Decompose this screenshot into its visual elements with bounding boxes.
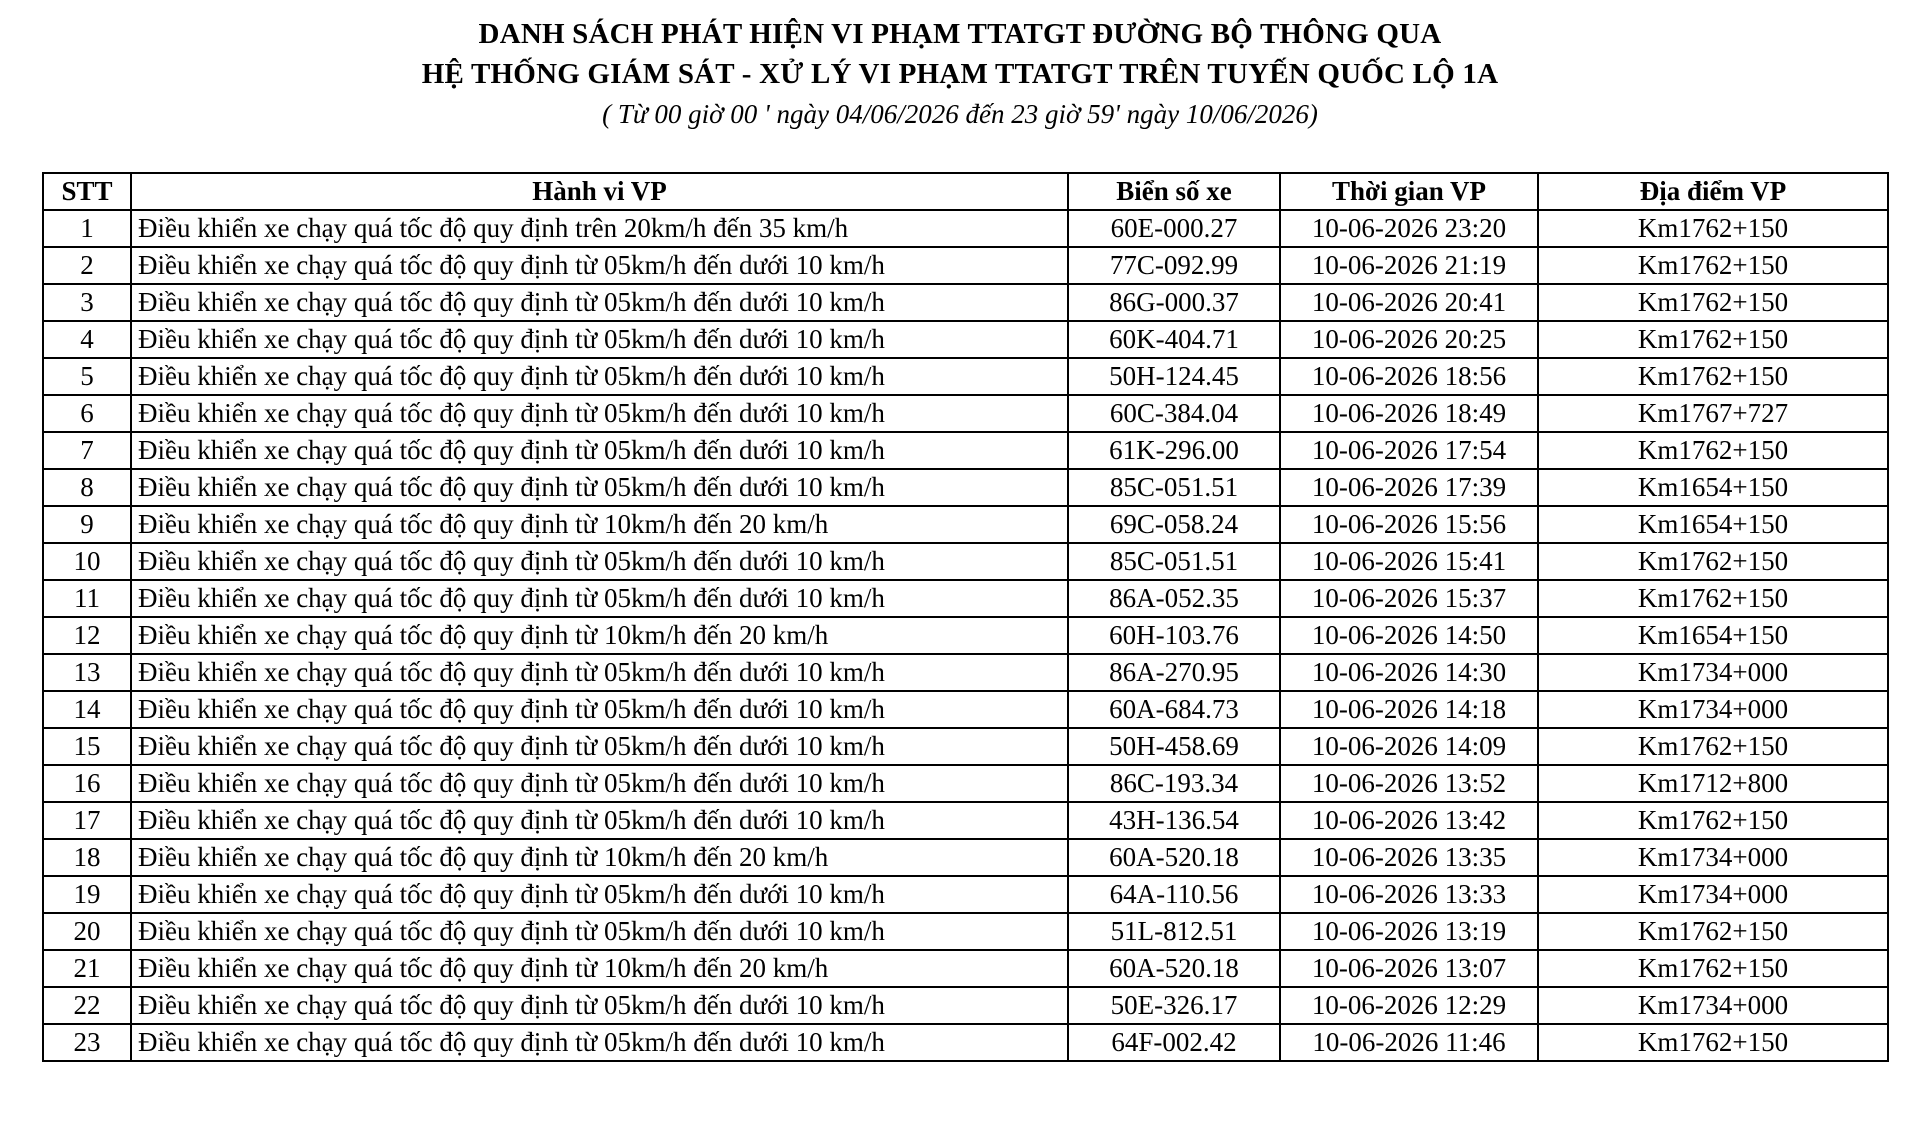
cell-time: 10-06-2026 13:33 [1280,876,1538,913]
cell-plate: 50E-326.17 [1068,987,1280,1024]
table-row [43,839,1888,876]
column-header-behavior: Hành vi VP [131,173,1068,210]
cell-time: 10-06-2026 17:54 [1280,432,1538,469]
cell-behavior: Điều khiển xe chạy quá tốc độ quy định từ 05km/h đến dưới 10 km/h [131,654,1068,691]
cell-behavior: Điều khiển xe chạy quá tốc độ quy định từ 05km/h đến dưới 10 km/h [131,802,1068,839]
cell-time: 10-06-2026 20:25 [1280,321,1538,358]
cell-stt: 2 [43,247,131,284]
cell-behavior: Điều khiển xe chạy quá tốc độ quy định từ 05km/h đến dưới 10 km/h [131,358,1068,395]
table-row [43,432,1888,469]
cell-plate: 51L-812.51 [1068,913,1280,950]
cell-time: 10-06-2026 15:56 [1280,506,1538,543]
cell-plate: 86G-000.37 [1068,284,1280,321]
cell-location: Km1762+150 [1538,1024,1888,1061]
cell-behavior: Điều khiển xe chạy quá tốc độ quy định từ 05km/h đến dưới 10 km/h [131,913,1068,950]
cell-behavior: Điều khiển xe chạy quá tốc độ quy định từ 05km/h đến dưới 10 km/h [131,1024,1068,1061]
cell-time: 10-06-2026 18:49 [1280,395,1538,432]
cell-behavior: Điều khiển xe chạy quá tốc độ quy định từ 05km/h đến dưới 10 km/h [131,691,1068,728]
cell-behavior: Điều khiển xe chạy quá tốc độ quy định từ 05km/h đến dưới 10 km/h [131,284,1068,321]
table-body [43,210,1888,1061]
cell-location: Km1762+150 [1538,580,1888,617]
cell-plate: 60H-103.76 [1068,617,1280,654]
cell-plate: 60A-520.18 [1068,950,1280,987]
document-header [0,14,1920,134]
cell-location: Km1734+000 [1538,876,1888,913]
cell-time: 10-06-2026 15:37 [1280,580,1538,617]
cell-behavior: Điều khiển xe chạy quá tốc độ quy định từ 05km/h đến dưới 10 km/h [131,728,1068,765]
cell-location: Km1762+150 [1538,950,1888,987]
cell-stt: 10 [43,543,131,580]
cell-behavior: Điều khiển xe chạy quá tốc độ quy định từ 05km/h đến dưới 10 km/h [131,876,1068,913]
cell-plate: 85C-051.51 [1068,543,1280,580]
cell-stt: 5 [43,358,131,395]
cell-plate: 69C-058.24 [1068,506,1280,543]
cell-time: 10-06-2026 11:46 [1280,1024,1538,1061]
cell-time: 10-06-2026 21:19 [1280,247,1538,284]
cell-plate: 86A-052.35 [1068,580,1280,617]
cell-behavior: Điều khiển xe chạy quá tốc độ quy định từ 10km/h đến 20 km/h [131,506,1068,543]
cell-time: 10-06-2026 13:35 [1280,839,1538,876]
cell-behavior: Điều khiển xe chạy quá tốc độ quy định từ 05km/h đến dưới 10 km/h [131,469,1068,506]
column-header-location: Địa điểm VP [1538,173,1888,210]
cell-location: Km1734+000 [1538,654,1888,691]
violations-table [42,172,1889,1062]
cell-stt: 4 [43,321,131,358]
cell-behavior: Điều khiển xe chạy quá tốc độ quy định từ 10km/h đến 20 km/h [131,839,1068,876]
table-row [43,1024,1888,1061]
cell-location: Km1762+150 [1538,210,1888,247]
table-row [43,987,1888,1024]
cell-location: Km1762+150 [1538,802,1888,839]
cell-time: 10-06-2026 13:07 [1280,950,1538,987]
cell-location: Km1762+150 [1538,284,1888,321]
cell-behavior: Điều khiển xe chạy quá tốc độ quy định từ 05km/h đến dưới 10 km/h [131,247,1068,284]
cell-behavior: Điều khiển xe chạy quá tốc độ quy định từ 05km/h đến dưới 10 km/h [131,395,1068,432]
cell-time: 10-06-2026 15:41 [1280,543,1538,580]
cell-behavior: Điều khiển xe chạy quá tốc độ quy định từ 05km/h đến dưới 10 km/h [131,543,1068,580]
table-row [43,691,1888,728]
cell-stt: 7 [43,432,131,469]
cell-behavior: Điều khiển xe chạy quá tốc độ quy định từ 05km/h đến dưới 10 km/h [131,987,1068,1024]
cell-behavior: Điều khiển xe chạy quá tốc độ quy định từ 10km/h đến 20 km/h [131,950,1068,987]
cell-location: Km1762+150 [1538,728,1888,765]
cell-behavior: Điều khiển xe chạy quá tốc độ quy định từ 05km/h đến dưới 10 km/h [131,765,1068,802]
table-row [43,247,1888,284]
cell-time: 10-06-2026 17:39 [1280,469,1538,506]
column-header-plate: Biển số xe [1068,173,1280,210]
cell-location: Km1762+150 [1538,321,1888,358]
cell-behavior: Điều khiển xe chạy quá tốc độ quy định từ 05km/h đến dưới 10 km/h [131,321,1068,358]
column-header-stt: STT [43,173,131,210]
cell-behavior: Điều khiển xe chạy quá tốc độ quy định từ 05km/h đến dưới 10 km/h [131,432,1068,469]
table-row [43,469,1888,506]
table-row [43,358,1888,395]
cell-plate: 61K-296.00 [1068,432,1280,469]
table-row [43,876,1888,913]
cell-time: 10-06-2026 13:19 [1280,913,1538,950]
cell-plate: 86A-270.95 [1068,654,1280,691]
table-row [43,580,1888,617]
table-row [43,284,1888,321]
cell-time: 10-06-2026 13:42 [1280,802,1538,839]
table-row [43,617,1888,654]
cell-time: 10-06-2026 14:18 [1280,691,1538,728]
cell-location: Km1734+000 [1538,691,1888,728]
cell-location: Km1762+150 [1538,432,1888,469]
cell-stt: 16 [43,765,131,802]
cell-plate: 60C-384.04 [1068,395,1280,432]
table-row [43,913,1888,950]
cell-plate: 86C-193.34 [1068,765,1280,802]
cell-time: 10-06-2026 13:52 [1280,765,1538,802]
cell-plate: 60A-520.18 [1068,839,1280,876]
cell-behavior: Điều khiển xe chạy quá tốc độ quy định trên 20km/h đến 35 km/h [131,210,1068,247]
table-row [43,321,1888,358]
cell-stt: 14 [43,691,131,728]
cell-time: 10-06-2026 14:30 [1280,654,1538,691]
cell-time: 10-06-2026 20:41 [1280,284,1538,321]
cell-stt: 20 [43,913,131,950]
cell-behavior: Điều khiển xe chạy quá tốc độ quy định từ 10km/h đến 20 km/h [131,617,1068,654]
cell-behavior: Điều khiển xe chạy quá tốc độ quy định từ 05km/h đến dưới 10 km/h [131,580,1068,617]
cell-stt: 9 [43,506,131,543]
cell-location: Km1654+150 [1538,469,1888,506]
document-title-line-2: HỆ THỐNG GIÁM SÁT - XỬ LÝ VI PHẠM TTATGT TRÊN TUYẾN QUỐC LỘ 1A [421,58,1499,90]
cell-stt: 1 [43,210,131,247]
cell-plate: 60E-000.27 [1068,210,1280,247]
cell-plate: 64F-002.42 [1068,1024,1280,1061]
cell-location: Km1654+150 [1538,617,1888,654]
cell-time: 10-06-2026 23:20 [1280,210,1538,247]
cell-stt: 21 [43,950,131,987]
cell-location: Km1712+800 [1538,765,1888,802]
cell-time: 10-06-2026 14:09 [1280,728,1538,765]
cell-time: 10-06-2026 14:50 [1280,617,1538,654]
table-header-row [43,173,1888,210]
cell-stt: 8 [43,469,131,506]
cell-location: Km1762+150 [1538,913,1888,950]
table-row [43,765,1888,802]
cell-plate: 64A-110.56 [1068,876,1280,913]
violations-table-container [42,172,1887,1062]
cell-stt: 11 [43,580,131,617]
table-row [43,506,1888,543]
cell-location: Km1654+150 [1538,506,1888,543]
cell-stt: 13 [43,654,131,691]
cell-time: 10-06-2026 12:29 [1280,987,1538,1024]
cell-location: Km1762+150 [1538,543,1888,580]
column-header-time: Thời gian VP [1280,173,1538,210]
cell-stt: 23 [43,1024,131,1061]
table-row [43,654,1888,691]
cell-location: Km1762+150 [1538,247,1888,284]
cell-plate: 85C-051.51 [1068,469,1280,506]
cell-stt: 15 [43,728,131,765]
cell-plate: 50H-124.45 [1068,358,1280,395]
cell-location: Km1767+727 [1538,395,1888,432]
cell-stt: 18 [43,839,131,876]
table-row [43,950,1888,987]
cell-stt: 19 [43,876,131,913]
cell-plate: 43H-136.54 [1068,802,1280,839]
table-row [43,802,1888,839]
document-period-subtitle: ( Từ 00 giờ 00 ' ngày 04/06/2026 đến 23 giờ 59' ngày 10/06/2026) [602,99,1318,129]
table-row [43,210,1888,247]
cell-time: 10-06-2026 18:56 [1280,358,1538,395]
cell-plate: 60A-684.73 [1068,691,1280,728]
cell-location: Km1762+150 [1538,358,1888,395]
cell-plate: 77C-092.99 [1068,247,1280,284]
table-row [43,543,1888,580]
cell-location: Km1734+000 [1538,987,1888,1024]
cell-stt: 17 [43,802,131,839]
cell-location: Km1734+000 [1538,839,1888,876]
cell-plate: 60K-404.71 [1068,321,1280,358]
cell-stt: 12 [43,617,131,654]
cell-stt: 3 [43,284,131,321]
table-row [43,728,1888,765]
cell-plate: 50H-458.69 [1068,728,1280,765]
cell-stt: 22 [43,987,131,1024]
document-title-line-1: DANH SÁCH PHÁT HIỆN VI PHẠM TTATGT ĐƯỜNG BỘ THÔNG QUA [478,18,1442,50]
cell-stt: 6 [43,395,131,432]
table-row [43,395,1888,432]
